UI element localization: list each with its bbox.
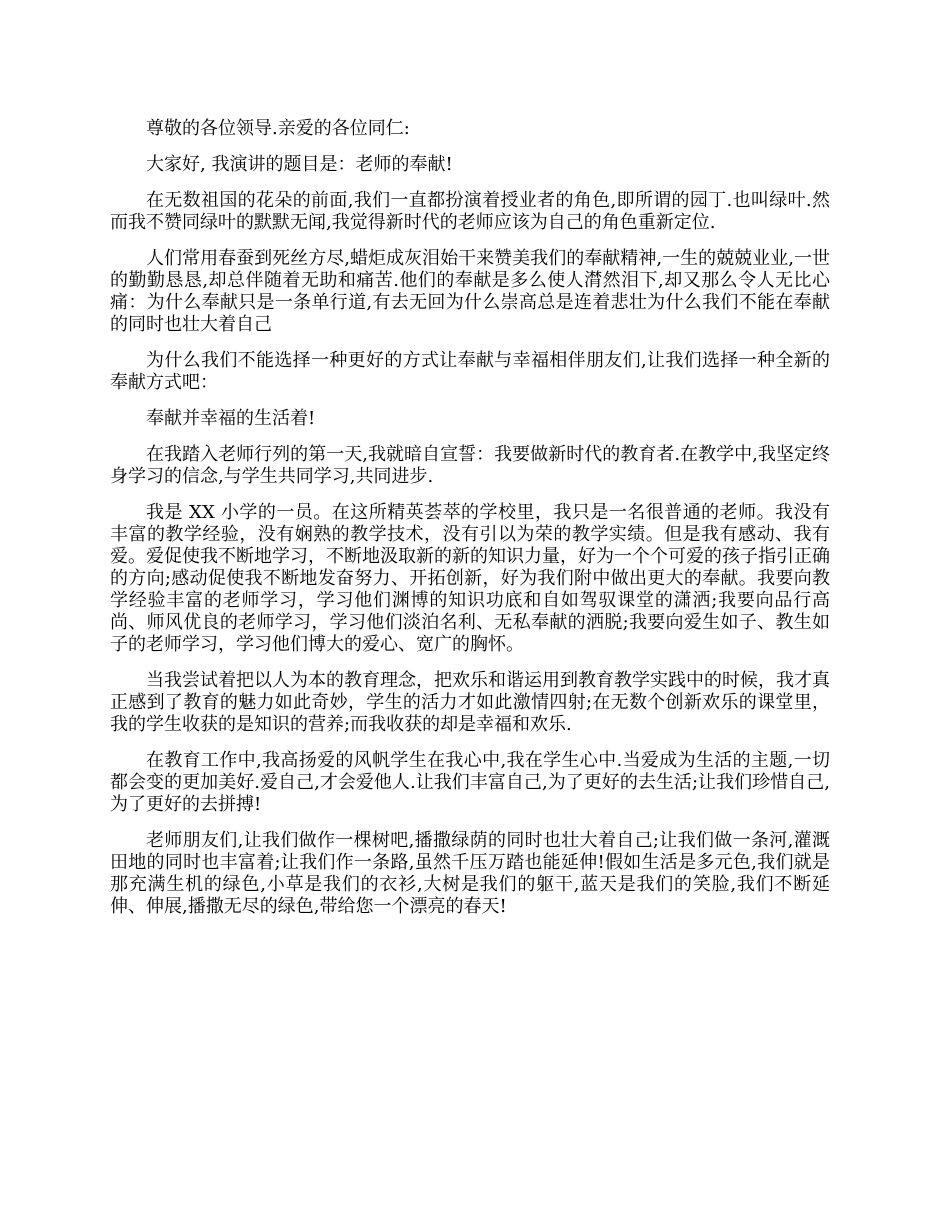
body-paragraph: 在无数祖国的花朵的前面,我们一直都扮演着授业者的角色,即所谓的园丁.也叫绿叶.然而我不赞同绿叶的默默无闻,我觉得新时代的老师应该为自己的角色重新定位. (110, 190, 830, 233)
body-paragraph: 在教育工作中,我高扬爱的风帆学生在我心中,我在学生心中.当爱成为生活的主题,一切都会变的更加美好.爱自己,才会爱他人.让我们丰富自己,为了更好的去生活;让我们珍惜自己,为了更好的去拼搏! (110, 750, 830, 815)
speech-title-line: 大家好, 我演讲的题目是：老师的奉献! (146, 154, 453, 175)
body-paragraph: 人们常用春蚕到死丝方尽,蜡炬成灰泪始干来赞美我们的奉献精神,一生的兢兢业业,一世的勤勤恳恳,却总伴随着无助和痛苦.他们的奉献是多么使人潸然泪下,却又那么令人无比心痛：为什么奉献只是一条单行道,有去无回为什么崇高总是连着悲壮为什么我们不能在奉献的同时也壮大着自己 (110, 248, 830, 335)
body-paragraph: 在我踏入老师行列的第一天,我就暗自宣誓：我要做新时代的教育者.在教学中,我坚定终身学习的信念,与学生共同学习,共同进步. (110, 444, 830, 487)
salutation: 尊敬的各位领导.亲爱的各位同仁: (146, 118, 410, 139)
body-paragraph: 为什么我们不能选择一种更好的方式让奉献与幸福相伴朋友们,让我们选择一种全新的奉献方式吧： (110, 350, 830, 393)
body-paragraph: 我是 XX 小学的一员。在这所精英荟萃的学校里，我只是一名很普通的老师。我没有丰富的教学经验，没有娴熟的教学技术，没有引以为荣的教学实绩。但是我有感动、我有爱。爱促使我不断地学习，不断地汲取新的新的知识力量，好为一个个可爱的孩子指引正确的方向;感动促使我不断地发奋努力、开拓创新，好为我们附中做出更大的奉献。我要向教学经验丰富的老师学习，学习他们渊博的知识功底和自如驾驭课堂的潇洒;我要向品行高尚、师风优良的老师学习，学习他们淡泊名利、无私奉献的洒脱;我要向爱生如子、教生如子的老师学习，学习他们博大的爱心、宽广的胸怀。 (110, 502, 830, 655)
body-paragraph: 奉献并幸福的生活着! (146, 408, 316, 429)
closing-paragraph: 老师朋友们,让我们做作一棵树吧,播撒绿荫的同时也壮大着自己;让我们做一条河,灌溉田地的同时也丰富着;让我们作一条路,虽然千压万踏也能延伸!假如生活是多元色,我们就是那充满生机的绿色,小草是我们的衣衫,大树是我们的躯干,蓝天是我们的笑脸,我们不断延伸、伸展,播撒无尽的绿色,带给您一个漂亮的春天! (110, 830, 830, 917)
document-page (110, 118, 830, 932)
body-paragraph: 当我尝试着把以人为本的教育理念，把欢乐和谐运用到教育教学实践中的时候，我才真正感到了教育的魅力如此奇妙，学生的活力才如此激情四射;在无数个创新欢乐的课堂里，我的学生收获的是知识的营养;而我收获的却是幸福和欢乐. (110, 670, 830, 735)
